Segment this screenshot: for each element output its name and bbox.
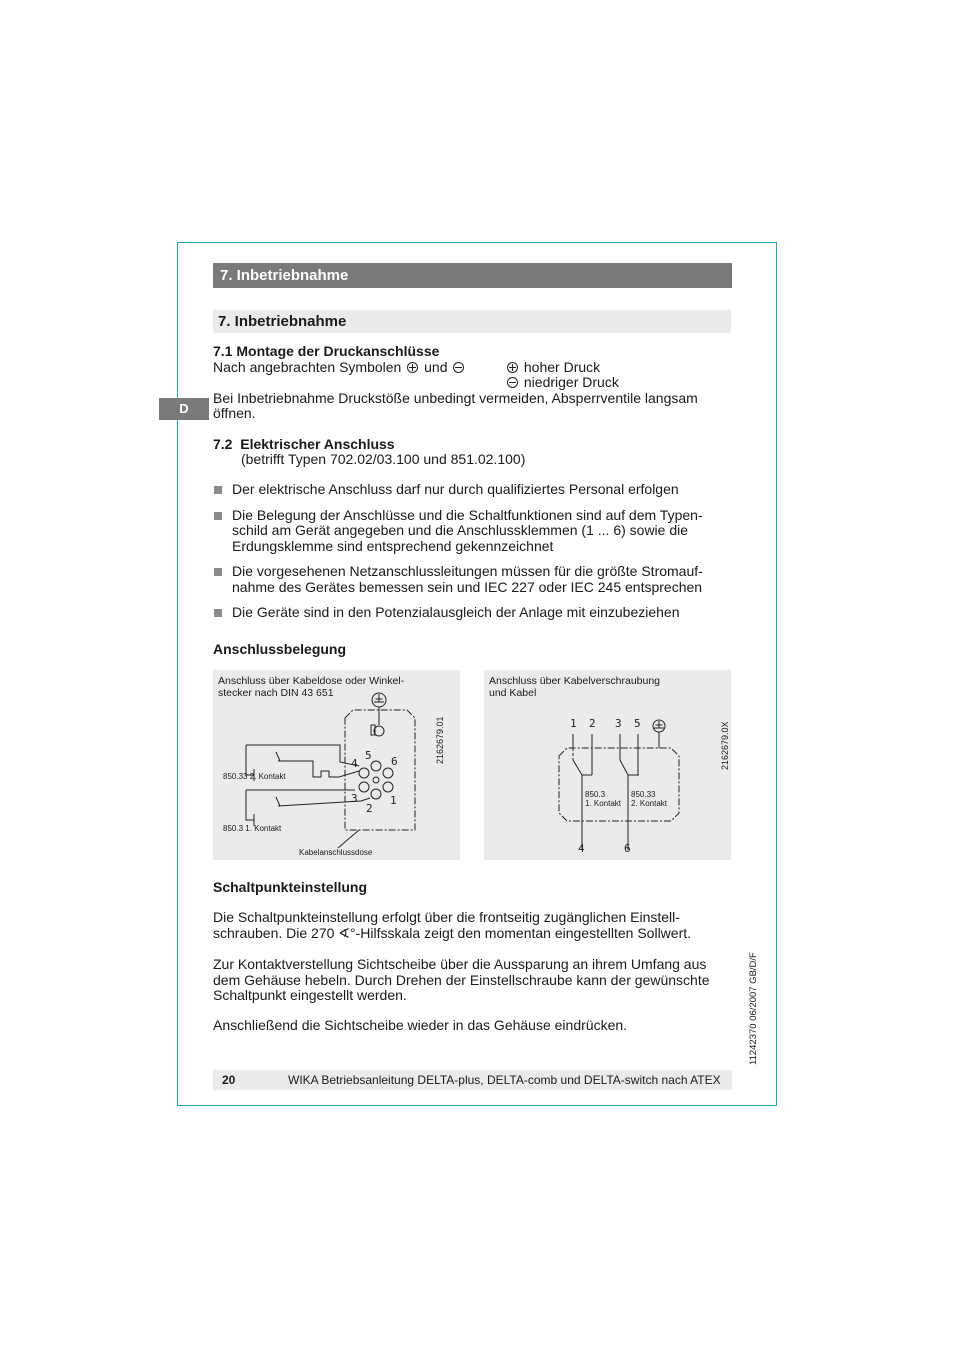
pin-label: 1 <box>570 717 577 730</box>
contact-name: 1. Kontakt <box>585 799 622 808</box>
pin-label: 5 <box>634 717 641 730</box>
section-subheader: 7. Inbetriebnahme <box>213 310 731 333</box>
caption-line: stecker nach DIN 43 651 <box>218 687 334 699</box>
list-item <box>213 605 733 621</box>
heading-7-1: 7.1 Montage der Druckanschlüsse <box>213 343 440 359</box>
pin-label: 1 <box>390 794 397 807</box>
bullet-line: schild am Gerät angegeben und die Anschlussklemmen (1 ... 6) sowie die <box>232 522 689 538</box>
pin-label: 4 <box>351 757 358 770</box>
footer-title: WIKA Betriebsanleitung DELTA-plus, DELTA-comb und DELTA-switch nach ATEX <box>288 1073 721 1087</box>
minus-circle-icon <box>453 362 464 373</box>
pin-label: 3 <box>615 717 622 730</box>
pin-label: 6 <box>391 755 398 768</box>
symbols-line-prefix: Nach angebrachten Symbolen <box>213 359 402 375</box>
bullet-line: Die vorgesehenen Netzanschlussleitungen müssen für die größte Stromauf- <box>232 563 703 579</box>
pin-label: 6 <box>624 842 631 855</box>
box-label: Kabelanschlussdose <box>299 848 373 857</box>
diagram-left-ref: 2162679.01 <box>435 716 445 764</box>
contact-name: 2. Kontakt <box>631 799 668 808</box>
schaltpunkt-para-1 <box>213 910 691 941</box>
bullet-line: Erdungsklemme sind entsprechend gekennzeichnet <box>232 537 554 554</box>
para-line: schrauben. Die 270 ∢°-Hilfsskala zeigt den momentan eingestellten Sollwert. <box>213 924 692 941</box>
pin-label: 5 <box>365 749 372 762</box>
diagram-right <box>484 670 731 860</box>
document-number: 11242370 06/2007 GB/D/F <box>748 952 759 1065</box>
diagram-right-ref: 2162679.0X <box>720 721 730 770</box>
bullet-list <box>213 482 733 621</box>
footer <box>213 1070 732 1090</box>
caption-line: Anschluss über Kabelverschraubung <box>489 675 661 687</box>
heading-7-2-num: 7.2 <box>213 436 233 452</box>
symbols-line <box>213 360 466 376</box>
para-line: Schaltpunkt eingestellt werden. <box>213 987 407 1003</box>
list-item <box>213 482 733 498</box>
list-item <box>213 564 733 595</box>
para-line: Die Schaltpunkteinstellung erfolgt über die frontseitig zugänglichen Einstell- <box>213 909 680 925</box>
legend-low <box>505 375 619 391</box>
schaltpunkt-heading: Schaltpunkteinstellung <box>213 879 368 895</box>
schaltpunkt-para-2 <box>213 957 710 1004</box>
contact-code: 850.3 <box>585 790 606 799</box>
para-line: dem Gehäuse hebeln. Durch Drehen der Einstellschraube kann der gewünschte <box>213 971 710 988</box>
minus-circle-icon <box>507 377 518 388</box>
low-pressure-label: niedriger Druck <box>523 374 619 390</box>
section-header: 7. Inbetriebnahme <box>213 263 732 288</box>
contact-1-label <box>585 790 621 808</box>
caption-line: und Kabel <box>489 687 537 699</box>
schaltpunkt-para-3: Anschließend die Sichtscheibe wieder in das Gehäuse eindrücken. <box>213 1017 628 1033</box>
heading-7-2-subline: (betrifft Typen 702.02/03.100 und 851.02.100) <box>241 451 526 467</box>
caption-line: Anschluss über Kabeldose oder Winkel- <box>218 675 405 687</box>
heading-7-2-text: Elektrischer Anschluss <box>240 436 395 452</box>
pin-label: 2 <box>589 717 596 730</box>
plus-circle-icon <box>407 362 418 373</box>
pin-label: 4 <box>578 842 585 855</box>
contact-code: 850.33 <box>631 790 656 799</box>
bullet-line: Der elektrische Anschluss darf nur durch qualifiziertes Personal erfolgen <box>232 481 679 497</box>
plus-circle-icon <box>507 362 518 373</box>
page-number: 20 <box>222 1073 236 1087</box>
contact-2-label: 850.33 2. Kontakt <box>223 772 286 781</box>
bullet-line: nahme des Gerätes bemessen sein und IEC 227 oder IEC 245 entsprechen <box>232 578 703 595</box>
symbols-line-und: und <box>424 359 448 375</box>
list-item <box>213 508 733 555</box>
diagram-left-caption <box>218 675 404 699</box>
pin-label: 2 <box>366 802 373 815</box>
high-pressure-label: hoher Druck <box>523 359 601 375</box>
note-line-1: Bei Inbetriebnahme Druckstöße unbedingt vermeiden, Absperrventile langsam <box>213 390 698 406</box>
note-line-2: öffnen. <box>213 405 256 421</box>
bullet-line: Die Belegung der Anschlüsse und die Schaltfunktionen sind auf dem Typen- <box>232 506 703 523</box>
bullet-line: Die Geräte sind in den Potenzialausgleich der Anlage mit einzubeziehen <box>232 604 680 620</box>
contact-2-label <box>631 790 667 808</box>
anschlussbelegung-heading: Anschlussbelegung <box>213 641 347 657</box>
language-tab: D <box>159 398 209 420</box>
para-line: Zur Kontaktverstellung Sichtscheibe über die Aussparung an ihrem Umfang aus <box>213 956 707 972</box>
diagram-right-caption <box>489 675 660 699</box>
contact-1-label: 850.3 1. Kontakt <box>223 824 282 833</box>
pin-label: 3 <box>351 792 358 805</box>
diagram-left <box>213 670 460 860</box>
